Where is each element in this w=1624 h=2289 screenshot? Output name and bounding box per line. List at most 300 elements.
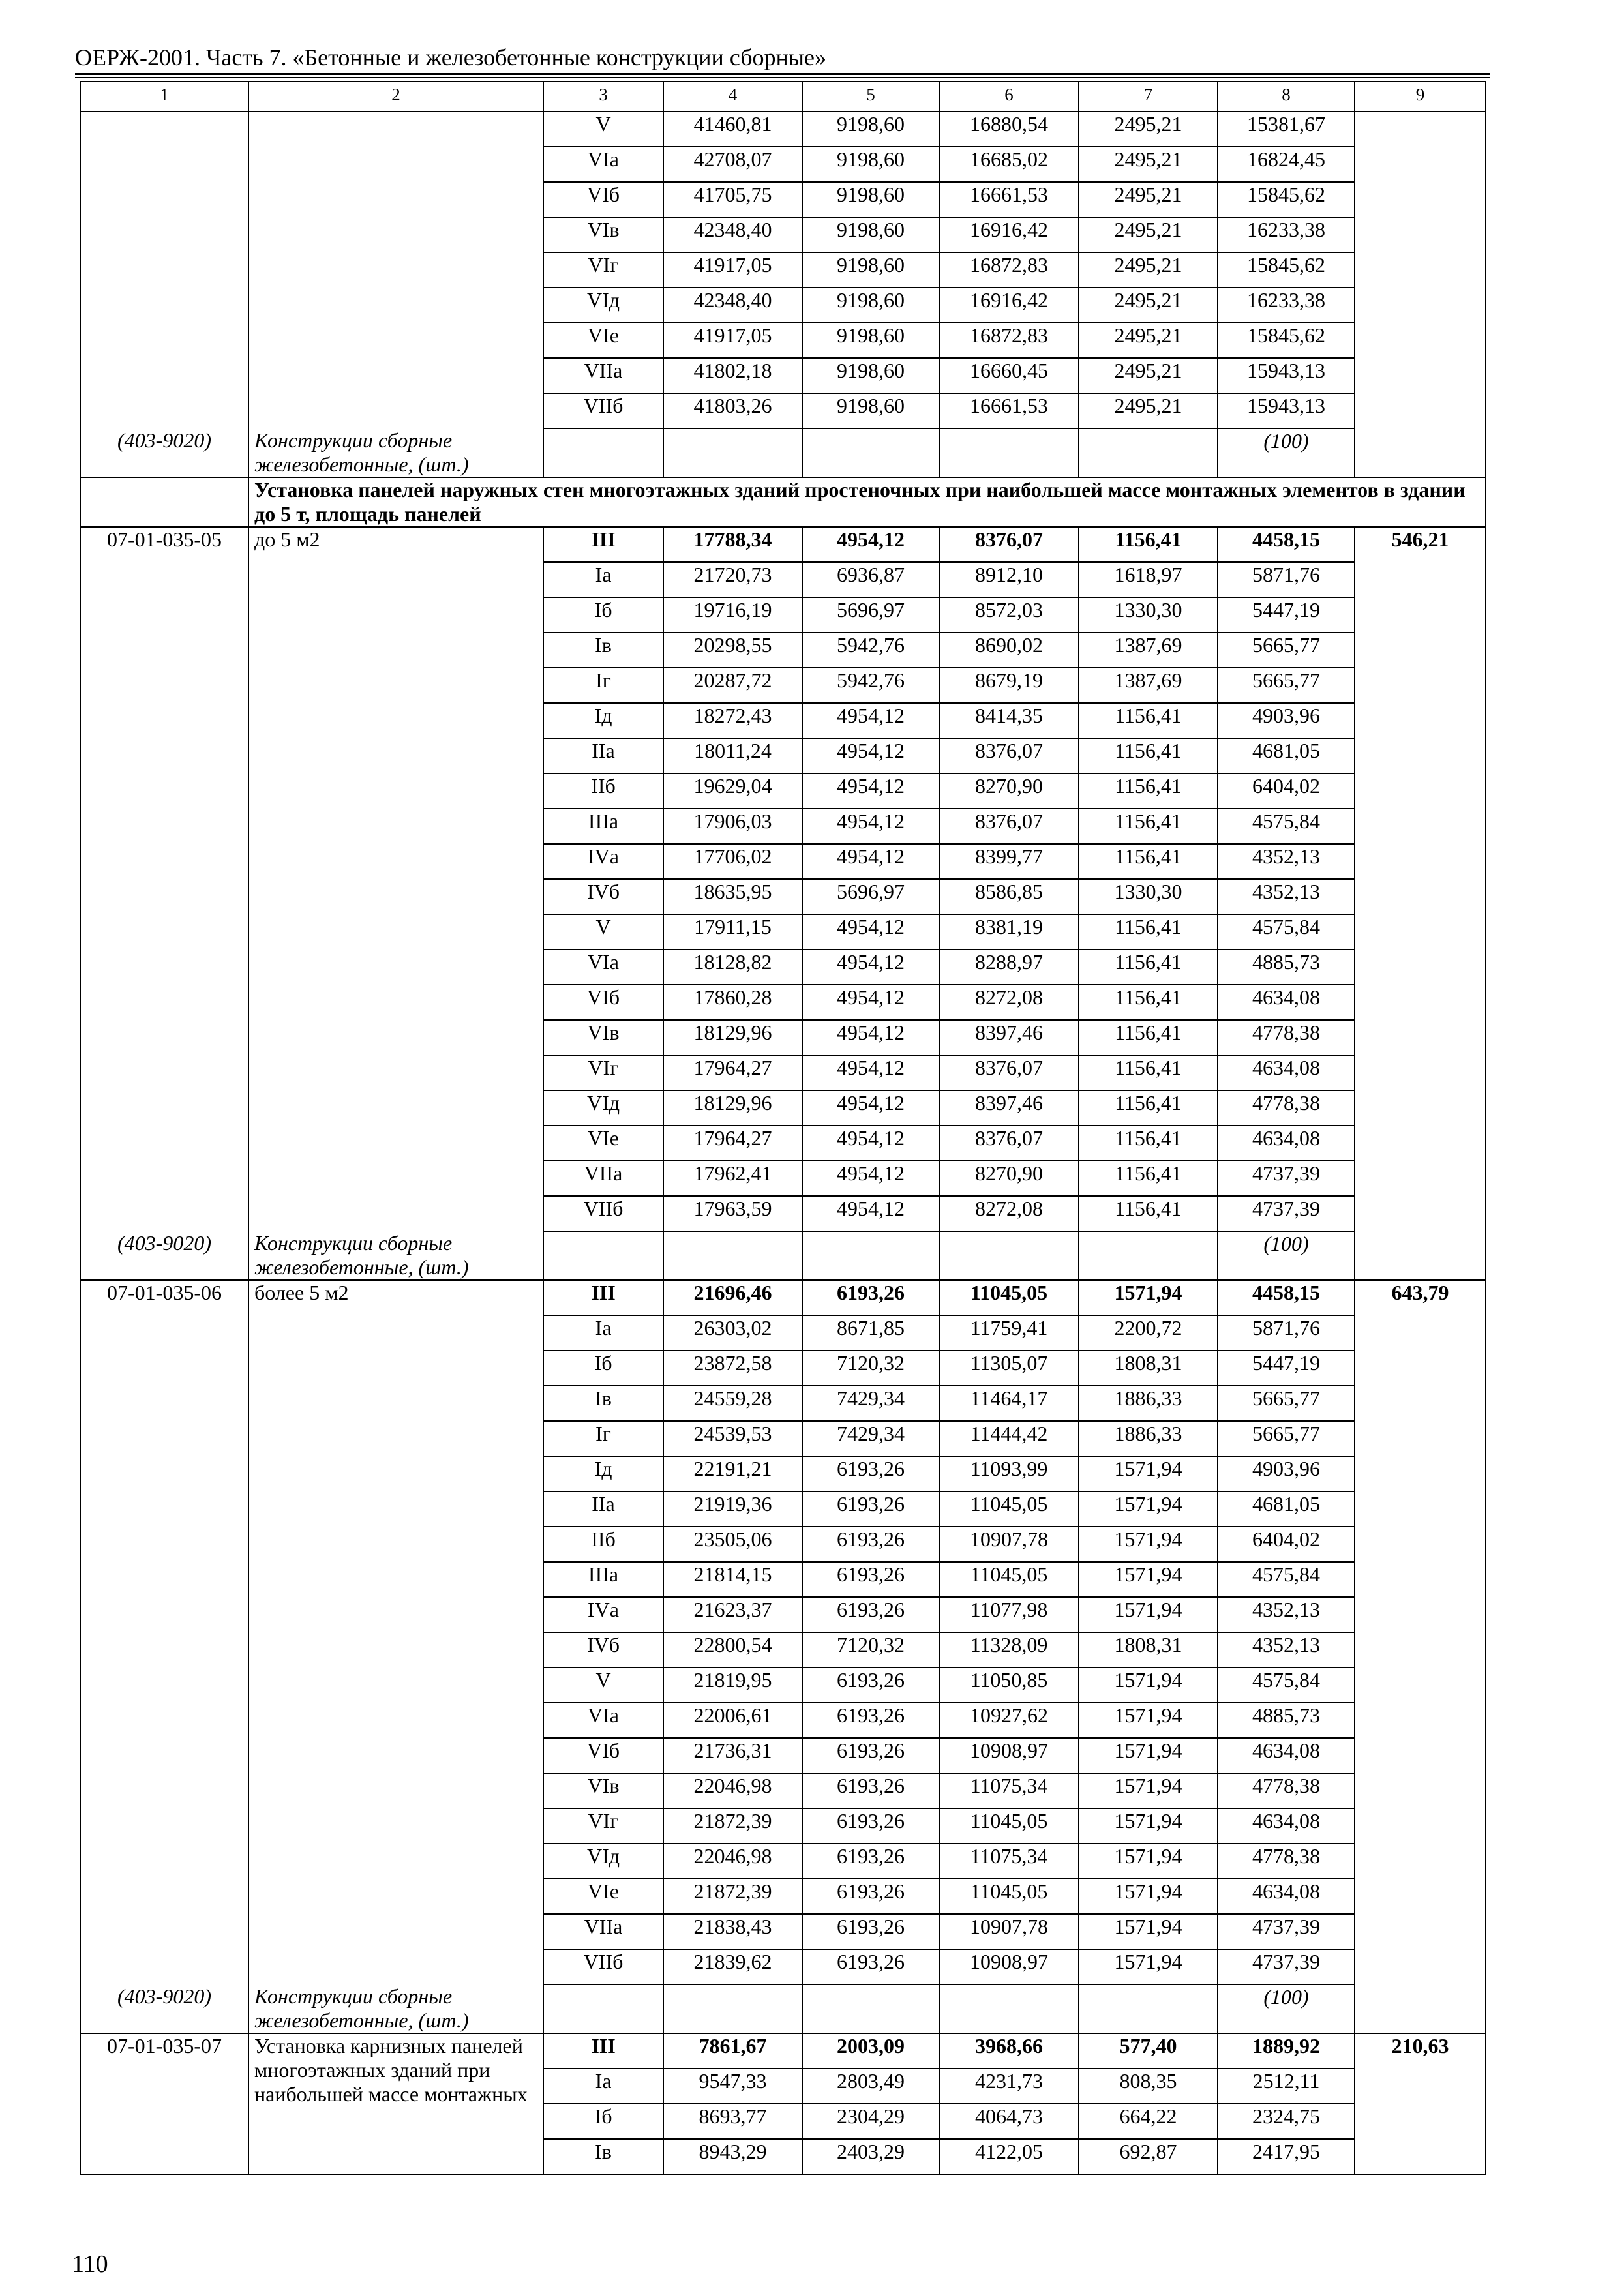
cost-value: 18272,43 — [663, 703, 802, 738]
cost-value: 21720,73 — [663, 562, 802, 597]
cost-value: 8572,03 — [939, 597, 1079, 633]
cost-value: 2403,29 — [802, 2139, 939, 2174]
cost-value: 5871,76 — [1218, 562, 1355, 597]
cost-value: 41917,05 — [663, 323, 802, 358]
zone-code: Iв — [543, 1386, 663, 1421]
column-header: 1 — [80, 82, 248, 112]
cost-value: 22006,61 — [663, 1703, 802, 1738]
cost-value: 8586,85 — [939, 879, 1079, 914]
cost-value: 17964,27 — [663, 1055, 802, 1090]
cost-value: 15943,13 — [1218, 393, 1355, 428]
labor-cost: 643,79 — [1355, 1280, 1486, 2033]
cost-value: 4575,84 — [1218, 914, 1355, 950]
cost-value: 1571,94 — [1079, 1456, 1218, 1491]
cost-value: 4885,73 — [1218, 950, 1355, 985]
cost-value: 6193,26 — [802, 1844, 939, 1879]
header-rule-double — [75, 77, 1490, 78]
cost-value: 1156,41 — [1079, 844, 1218, 879]
cost-value: 41802,18 — [663, 358, 802, 393]
zone-code: VIе — [543, 323, 663, 358]
cost-value: 6193,26 — [802, 1527, 939, 1562]
cost-value: 17860,28 — [663, 985, 802, 1020]
zone-code: VIа — [543, 147, 663, 182]
zone-code: Iа — [543, 1315, 663, 1351]
cost-value: 6193,26 — [802, 1879, 939, 1914]
cost-value: 1886,33 — [1079, 1386, 1218, 1421]
cost-value: 2324,75 — [1218, 2104, 1355, 2139]
zone-code: III — [543, 527, 663, 562]
column-header: 4 — [663, 82, 802, 112]
cost-value: 5665,77 — [1218, 1386, 1355, 1421]
empty-cell — [543, 428, 663, 477]
cost-value: 8376,07 — [939, 1055, 1079, 1090]
table-body — [80, 82, 1486, 2174]
cost-value: 6404,02 — [1218, 773, 1355, 809]
cost-value: 1156,41 — [1079, 1020, 1218, 1055]
material-name: Конструкции сборные железобетонные, (шт.) — [248, 1231, 543, 1280]
cost-value: 4954,12 — [802, 844, 939, 879]
cost-value: 4458,15 — [1218, 527, 1355, 562]
cost-value: 19716,19 — [663, 597, 802, 633]
cost-value: 11050,85 — [939, 1668, 1079, 1703]
cost-value: 4681,05 — [1218, 738, 1355, 773]
cost-value: 4352,13 — [1218, 879, 1355, 914]
empty-cell — [1079, 428, 1218, 477]
cost-value: 6193,26 — [802, 1914, 939, 1949]
cost-value: 6193,26 — [802, 1456, 939, 1491]
empty-cell — [802, 1231, 939, 1280]
cost-value: 10907,78 — [939, 1914, 1079, 1949]
zone-code: IIб — [543, 1527, 663, 1562]
cost-value: 17963,59 — [663, 1196, 802, 1231]
cost-value: 4122,05 — [939, 2139, 1079, 2174]
zone-code: Iд — [543, 703, 663, 738]
empty-cell — [802, 428, 939, 477]
zone-code: VIд — [543, 1090, 663, 1126]
cost-value: 11759,41 — [939, 1315, 1079, 1351]
cost-value: 6193,26 — [802, 1949, 939, 1984]
cost-value: 4885,73 — [1218, 1703, 1355, 1738]
cost-value: 42348,40 — [663, 217, 802, 252]
cost-value: 1156,41 — [1079, 1055, 1218, 1090]
cost-value: 6193,26 — [802, 1597, 939, 1632]
cost-value: 4954,12 — [802, 527, 939, 562]
zone-code: VIе — [543, 1126, 663, 1161]
cost-value: 21838,43 — [663, 1914, 802, 1949]
rate-description — [248, 112, 543, 428]
zone-code: VIб — [543, 182, 663, 217]
cost-value: 4778,38 — [1218, 1773, 1355, 1808]
cost-value: 10908,97 — [939, 1949, 1079, 1984]
cost-value: 8376,07 — [939, 527, 1079, 562]
material-code: (403-9020) — [80, 1231, 248, 1280]
cost-value: 6193,26 — [802, 1491, 939, 1527]
zone-code: Iд — [543, 1456, 663, 1491]
cost-value: 15845,62 — [1218, 323, 1355, 358]
empty-cell — [802, 1984, 939, 2033]
empty-cell — [663, 1231, 802, 1280]
material-name: Конструкции сборные железобетонные, (шт.) — [248, 1984, 543, 2033]
zone-code: IVа — [543, 1597, 663, 1632]
cost-value: 9198,60 — [802, 393, 939, 428]
cost-value: 8272,08 — [939, 985, 1079, 1020]
column-header: 6 — [939, 82, 1079, 112]
cost-value: 8943,29 — [663, 2139, 802, 2174]
cost-value: 6193,26 — [802, 1703, 939, 1738]
cost-value: 1156,41 — [1079, 1161, 1218, 1196]
zone-code: Iг — [543, 668, 663, 703]
cost-value: 8912,10 — [939, 562, 1079, 597]
cost-value: 6193,26 — [802, 1668, 939, 1703]
cost-value: 1571,94 — [1079, 1527, 1218, 1562]
cost-value: 4737,39 — [1218, 1161, 1355, 1196]
column-number-row — [80, 82, 1486, 112]
cost-value: 16660,45 — [939, 358, 1079, 393]
cost-value: 9198,60 — [802, 147, 939, 182]
rate-description: Установка карнизных панелей многоэтажных зданий при наибольшей массе монтажных — [248, 2033, 543, 2174]
cost-value: 4352,13 — [1218, 1597, 1355, 1632]
empty-cell — [543, 1984, 663, 2033]
cost-value: 41803,26 — [663, 393, 802, 428]
cost-value: 4575,84 — [1218, 809, 1355, 844]
cost-value: 8376,07 — [939, 1126, 1079, 1161]
cost-value: 7861,67 — [663, 2033, 802, 2069]
cost-value: 15845,62 — [1218, 182, 1355, 217]
cost-value: 1571,94 — [1079, 1773, 1218, 1808]
cost-value: 1808,31 — [1079, 1632, 1218, 1668]
cost-value: 4231,73 — [939, 2069, 1079, 2104]
cost-value: 1387,69 — [1079, 668, 1218, 703]
cost-value: 2495,21 — [1079, 112, 1218, 147]
cost-value: 6193,26 — [802, 1738, 939, 1773]
cost-value: 2803,49 — [802, 2069, 939, 2104]
cost-value: 21819,95 — [663, 1668, 802, 1703]
cost-value: 1571,94 — [1079, 1738, 1218, 1773]
zone-code: V — [543, 1668, 663, 1703]
material-name: Конструкции сборные железобетонные, (шт.) — [248, 428, 543, 477]
cost-value: 2495,21 — [1079, 182, 1218, 217]
table-row — [80, 527, 1486, 562]
cost-value: 4954,12 — [802, 773, 939, 809]
cost-value: 8376,07 — [939, 809, 1079, 844]
cost-value: 1571,94 — [1079, 1668, 1218, 1703]
cost-value: 4064,73 — [939, 2104, 1079, 2139]
cost-value: 8397,46 — [939, 1090, 1079, 1126]
cost-value: 2200,72 — [1079, 1315, 1218, 1351]
zone-code: VIг — [543, 1808, 663, 1844]
zone-code: V — [543, 112, 663, 147]
rate-description: до 5 м2 — [248, 527, 543, 1231]
zone-code: VIд — [543, 288, 663, 323]
cost-value: 577,40 — [1079, 2033, 1218, 2069]
cost-value: 21814,15 — [663, 1562, 802, 1597]
cost-value: 11075,34 — [939, 1844, 1079, 1879]
cost-value: 8679,19 — [939, 668, 1079, 703]
cost-value: 4954,12 — [802, 1020, 939, 1055]
cost-value: 8272,08 — [939, 1196, 1079, 1231]
empty-cell — [663, 1984, 802, 2033]
cost-value: 4778,38 — [1218, 1844, 1355, 1879]
cost-value: 22046,98 — [663, 1773, 802, 1808]
cost-value: 23505,06 — [663, 1527, 802, 1562]
cost-value: 22800,54 — [663, 1632, 802, 1668]
cost-value: 1156,41 — [1079, 914, 1218, 950]
cost-value: 1571,94 — [1079, 1703, 1218, 1738]
cost-value: 24559,28 — [663, 1386, 802, 1421]
table-row — [80, 2033, 1486, 2069]
cost-value: 4458,15 — [1218, 1280, 1355, 1315]
cost-value: 2495,21 — [1079, 323, 1218, 358]
cost-value: 2417,95 — [1218, 2139, 1355, 2174]
cost-value: 21872,39 — [663, 1808, 802, 1844]
cost-value: 5942,76 — [802, 668, 939, 703]
cost-value: 6193,26 — [802, 1808, 939, 1844]
cost-value: 1156,41 — [1079, 809, 1218, 844]
cost-value: 4634,08 — [1218, 985, 1355, 1020]
cost-value: 1571,94 — [1079, 1879, 1218, 1914]
cost-value: 16880,54 — [939, 112, 1079, 147]
cost-value: 7429,34 — [802, 1421, 939, 1456]
material-percent: (100) — [1218, 428, 1355, 477]
cost-value: 10927,62 — [939, 1703, 1079, 1738]
cost-value: 4634,08 — [1218, 1879, 1355, 1914]
cost-value: 1571,94 — [1079, 1562, 1218, 1597]
zone-code: VIа — [543, 1703, 663, 1738]
cost-value: 4954,12 — [802, 950, 939, 985]
cost-value: 1156,41 — [1079, 527, 1218, 562]
cost-value: 17788,34 — [663, 527, 802, 562]
cost-value: 1156,41 — [1079, 703, 1218, 738]
cost-value: 4903,96 — [1218, 1456, 1355, 1491]
cost-value: 1330,30 — [1079, 597, 1218, 633]
cost-value: 21919,36 — [663, 1491, 802, 1527]
cost-value: 8671,85 — [802, 1315, 939, 1351]
cost-value: 4352,13 — [1218, 844, 1355, 879]
cost-value: 2495,21 — [1079, 393, 1218, 428]
cost-value: 4737,39 — [1218, 1949, 1355, 1984]
cost-value: 5665,77 — [1218, 1421, 1355, 1456]
cost-value: 5447,19 — [1218, 597, 1355, 633]
material-ref-row — [80, 428, 1486, 477]
cost-value: 1618,97 — [1079, 562, 1218, 597]
cost-value: 16685,02 — [939, 147, 1079, 182]
cost-value: 4903,96 — [1218, 703, 1355, 738]
cost-value: 9198,60 — [802, 358, 939, 393]
zone-code: IIа — [543, 738, 663, 773]
section-title: Установка панелей наружных стен многоэтажных зданий простеночных при наибольшей массе монтажных элементов в здании до 5 т, площадь панелей — [248, 477, 1486, 527]
cost-value: 4954,12 — [802, 1196, 939, 1231]
cost-value: 10907,78 — [939, 1527, 1079, 1562]
cost-value: 11077,98 — [939, 1597, 1079, 1632]
cost-value: 16916,42 — [939, 288, 1079, 323]
cost-value: 11045,05 — [939, 1562, 1079, 1597]
cost-value: 1156,41 — [1079, 1090, 1218, 1126]
cost-value: 7120,32 — [802, 1351, 939, 1386]
column-header: 8 — [1218, 82, 1355, 112]
zone-code: Iб — [543, 2104, 663, 2139]
cost-value: 1808,31 — [1079, 1351, 1218, 1386]
cost-value: 4954,12 — [802, 1055, 939, 1090]
cost-value: 17706,02 — [663, 844, 802, 879]
cost-value: 8270,90 — [939, 773, 1079, 809]
header-rule — [75, 73, 1490, 75]
cost-value: 692,87 — [1079, 2139, 1218, 2174]
empty-cell — [939, 428, 1079, 477]
zone-code: IVб — [543, 879, 663, 914]
column-header: 3 — [543, 82, 663, 112]
cost-value: 8690,02 — [939, 633, 1079, 668]
zone-code: VIе — [543, 1879, 663, 1914]
cost-value: 15845,62 — [1218, 252, 1355, 288]
cost-value: 8397,46 — [939, 1020, 1079, 1055]
cost-value: 1571,94 — [1079, 1491, 1218, 1527]
cost-value: 15943,13 — [1218, 358, 1355, 393]
cost-value: 1571,94 — [1079, 1808, 1218, 1844]
column-header: 9 — [1355, 82, 1486, 112]
section-spacer — [80, 477, 248, 527]
cost-value: 4737,39 — [1218, 1196, 1355, 1231]
cost-value: 4634,08 — [1218, 1808, 1355, 1844]
cost-value: 18128,82 — [663, 950, 802, 985]
cost-value: 1571,94 — [1079, 1844, 1218, 1879]
cost-value: 11093,99 — [939, 1456, 1079, 1491]
material-ref-row — [80, 1231, 1486, 1280]
zone-code: IVа — [543, 844, 663, 879]
cost-value: 5871,76 — [1218, 1315, 1355, 1351]
cost-value: 9198,60 — [802, 182, 939, 217]
cost-value: 8399,77 — [939, 844, 1079, 879]
cost-value: 3968,66 — [939, 2033, 1079, 2069]
cost-value: 11075,34 — [939, 1773, 1079, 1808]
empty-cell — [1079, 1984, 1218, 2033]
cost-value: 6193,26 — [802, 1773, 939, 1808]
cost-value: 21736,31 — [663, 1738, 802, 1773]
zone-code: Iа — [543, 2069, 663, 2104]
column-header: 7 — [1079, 82, 1218, 112]
cost-value: 4954,12 — [802, 809, 939, 844]
cost-value: 21872,39 — [663, 1879, 802, 1914]
cost-value: 21696,46 — [663, 1280, 802, 1315]
cost-value: 18129,96 — [663, 1090, 802, 1126]
section-title-row — [80, 477, 1486, 527]
rates-table — [80, 81, 1486, 2175]
zone-code: VIб — [543, 985, 663, 1020]
empty-cell — [1079, 1231, 1218, 1280]
cost-value: 2304,29 — [802, 2104, 939, 2139]
cost-value: 11444,42 — [939, 1421, 1079, 1456]
zone-code: Iа — [543, 562, 663, 597]
cost-value: 16661,53 — [939, 393, 1079, 428]
zone-code: IIб — [543, 773, 663, 809]
cost-value: 16661,53 — [939, 182, 1079, 217]
zone-code: Iб — [543, 597, 663, 633]
cost-value: 4954,12 — [802, 738, 939, 773]
zone-code: VIг — [543, 1055, 663, 1090]
labor-cost: 546,21 — [1355, 527, 1486, 1280]
cost-value: 11464,17 — [939, 1386, 1079, 1421]
cost-value: 664,22 — [1079, 2104, 1218, 2139]
cost-value: 1156,41 — [1079, 738, 1218, 773]
cost-value: 7120,32 — [802, 1632, 939, 1668]
zone-code: VIв — [543, 1773, 663, 1808]
cost-value: 1571,94 — [1079, 1280, 1218, 1315]
cost-value: 21839,62 — [663, 1949, 802, 1984]
cost-value: 8381,19 — [939, 914, 1079, 950]
cost-value: 5942,76 — [802, 633, 939, 668]
zone-code: IVб — [543, 1632, 663, 1668]
cost-value: 2512,11 — [1218, 2069, 1355, 2104]
cost-value: 1156,41 — [1079, 1126, 1218, 1161]
cost-value: 17911,15 — [663, 914, 802, 950]
cost-value: 8270,90 — [939, 1161, 1079, 1196]
cost-value: 1156,41 — [1079, 950, 1218, 985]
cost-value: 2495,21 — [1079, 217, 1218, 252]
cost-value: 9198,60 — [802, 112, 939, 147]
cost-value: 8693,77 — [663, 2104, 802, 2139]
cost-value: 22191,21 — [663, 1456, 802, 1491]
zone-code: VIIа — [543, 1914, 663, 1949]
zone-code: Iв — [543, 2139, 663, 2174]
cost-value: 4634,08 — [1218, 1126, 1355, 1161]
cost-value: 4352,13 — [1218, 1632, 1355, 1668]
cost-value: 9198,60 — [802, 323, 939, 358]
cost-value: 11045,05 — [939, 1808, 1079, 1844]
cost-value: 17906,03 — [663, 809, 802, 844]
cost-value: 16872,83 — [939, 323, 1079, 358]
rate-code: 07-01-035-06 — [80, 1280, 248, 1984]
zone-code: VIг — [543, 252, 663, 288]
cost-value: 4575,84 — [1218, 1562, 1355, 1597]
cost-value: 11045,05 — [939, 1280, 1079, 1315]
cost-value: 6936,87 — [802, 562, 939, 597]
zone-code: Iг — [543, 1421, 663, 1456]
cost-value: 41705,75 — [663, 182, 802, 217]
cost-value: 17964,27 — [663, 1126, 802, 1161]
cost-value: 4954,12 — [802, 703, 939, 738]
cost-value: 1330,30 — [1079, 879, 1218, 914]
zone-code: Iб — [543, 1351, 663, 1386]
zone-code: VIа — [543, 950, 663, 985]
cost-value: 42708,07 — [663, 147, 802, 182]
cost-value: 5665,77 — [1218, 668, 1355, 703]
empty-cell — [939, 1231, 1079, 1280]
table-row — [80, 112, 1486, 147]
cost-value: 5447,19 — [1218, 1351, 1355, 1386]
cost-value: 16916,42 — [939, 217, 1079, 252]
cost-value: 17962,41 — [663, 1161, 802, 1196]
cost-value: 1387,69 — [1079, 633, 1218, 668]
cost-value: 1886,33 — [1079, 1421, 1218, 1456]
empty-cell — [543, 1231, 663, 1280]
cost-value: 10908,97 — [939, 1738, 1079, 1773]
rate-code: 07-01-035-07 — [80, 2033, 248, 2174]
table-row — [80, 1280, 1486, 1315]
cost-value: 18129,96 — [663, 1020, 802, 1055]
cost-value: 16233,38 — [1218, 288, 1355, 323]
cost-value: 16233,38 — [1218, 217, 1355, 252]
cost-value: 2495,21 — [1079, 358, 1218, 393]
cost-value: 4954,12 — [802, 914, 939, 950]
cost-value: 18011,24 — [663, 738, 802, 773]
rate-code — [80, 112, 248, 428]
material-percent: (100) — [1218, 1984, 1355, 2033]
zone-code: VIIб — [543, 1196, 663, 1231]
empty-cell — [939, 1984, 1079, 2033]
cost-value: 6404,02 — [1218, 1527, 1355, 1562]
cost-value: 4634,08 — [1218, 1738, 1355, 1773]
cost-value: 4634,08 — [1218, 1055, 1355, 1090]
cost-value: 5665,77 — [1218, 633, 1355, 668]
